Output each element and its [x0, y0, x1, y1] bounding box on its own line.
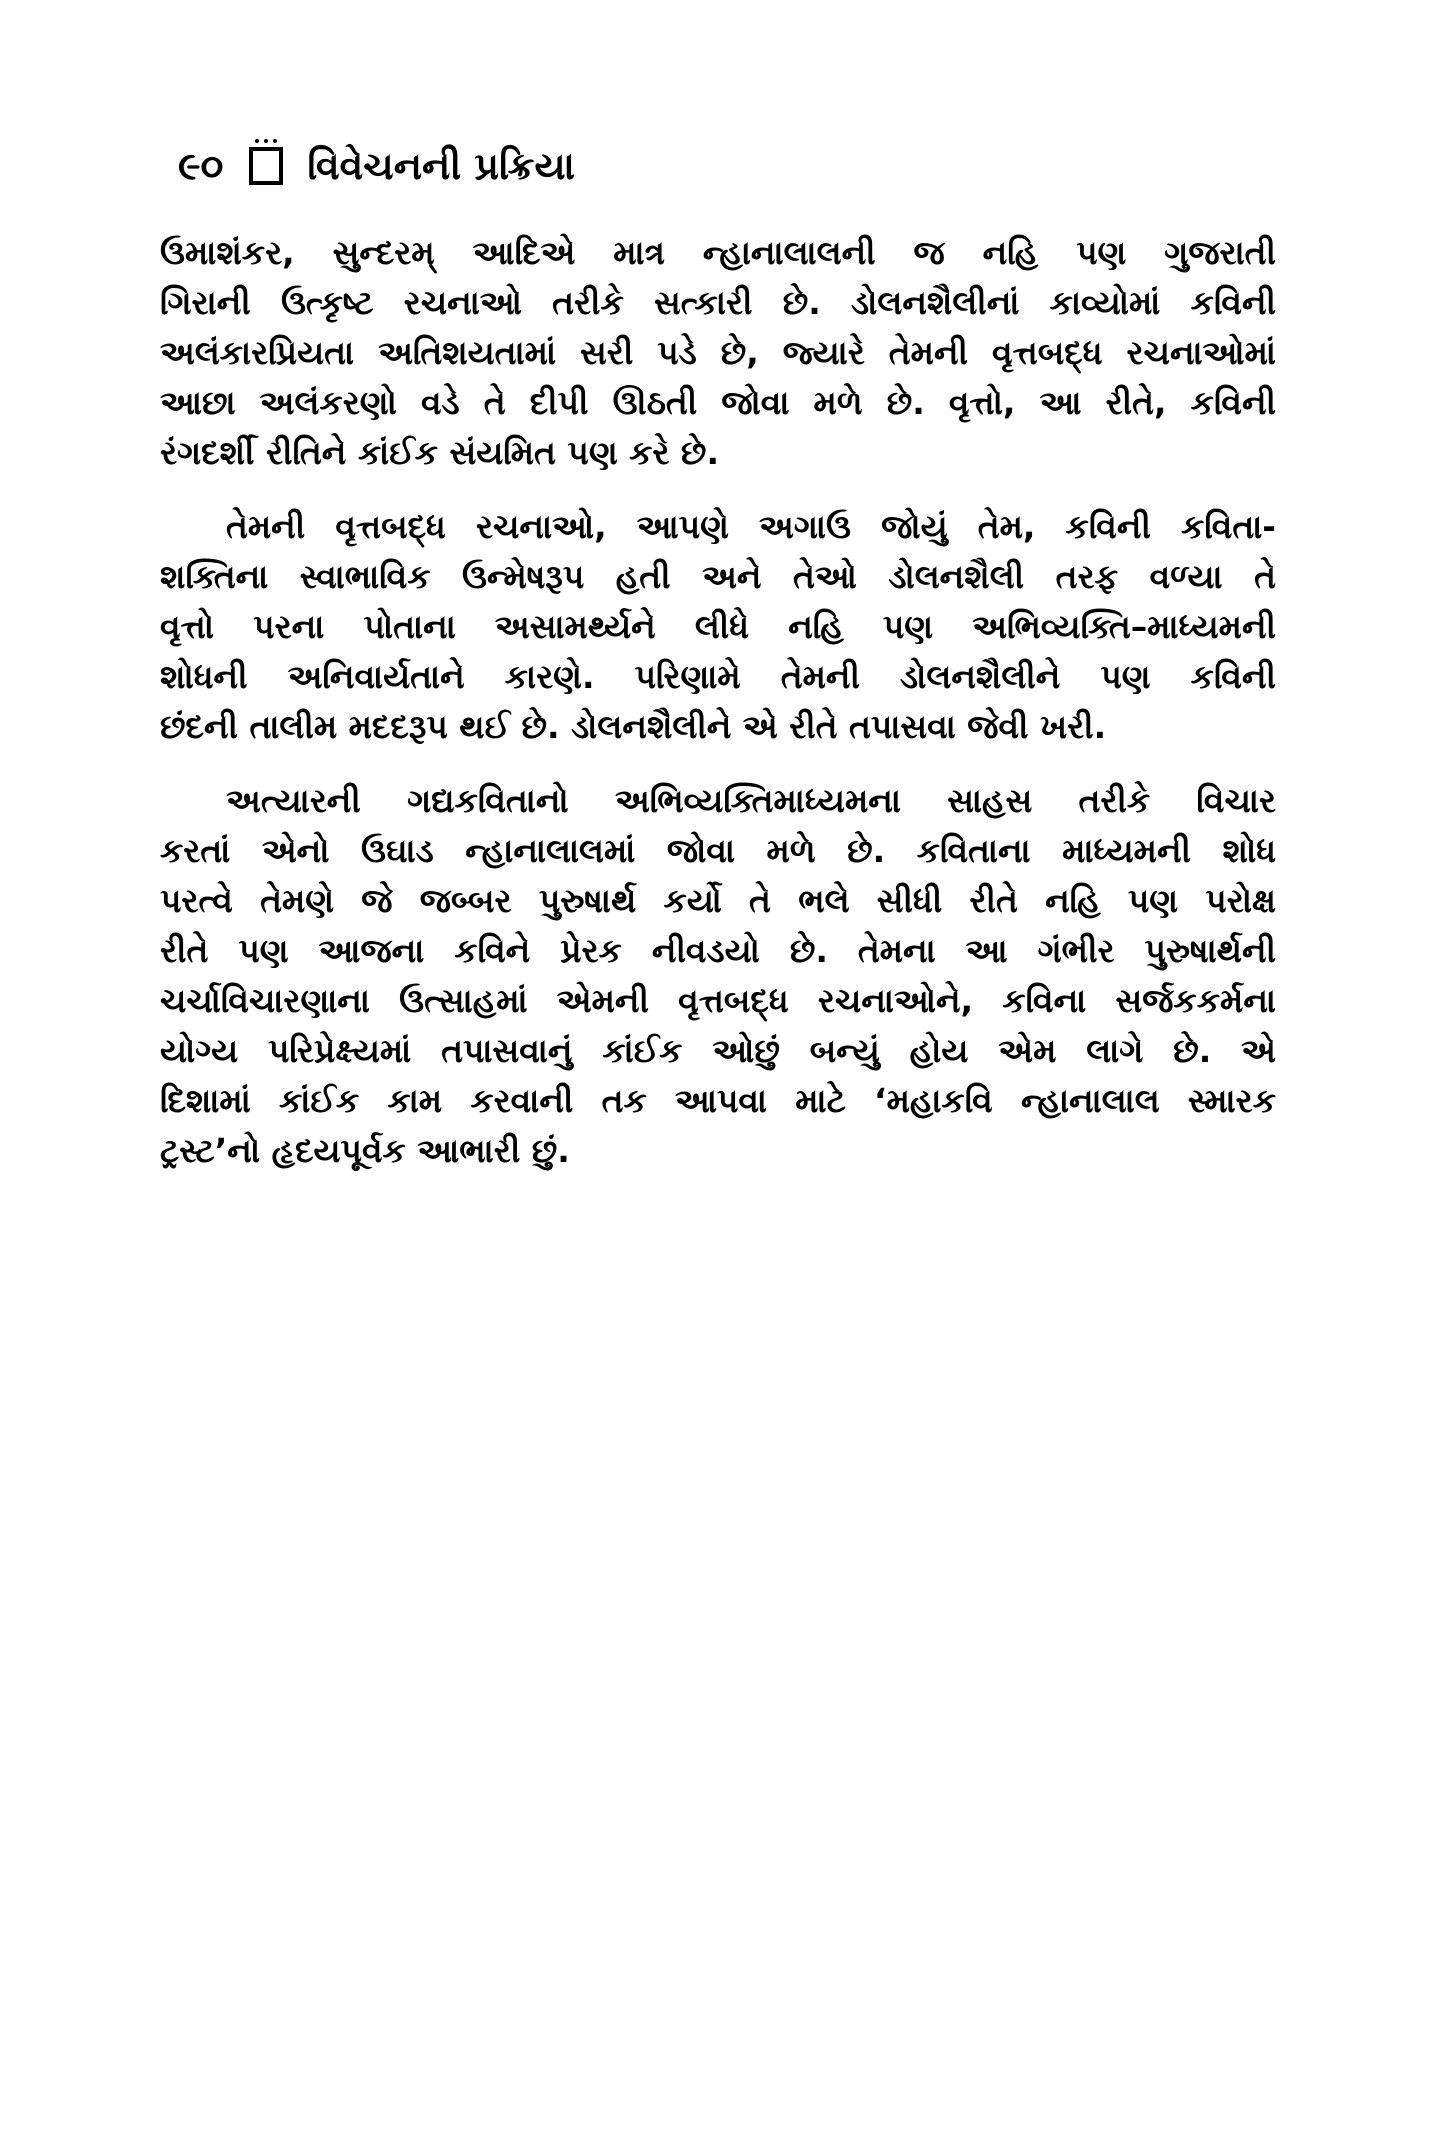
running-header [178, 138, 575, 194]
body-text [160, 228, 1276, 1200]
text-line: કરતાં એનો ઉઘાડ ન્હાનાલાલમાં જોવા મળે છે. કવિતાના માધ્યમની શોધ [160, 831, 1276, 870]
text-line: શક્તિના સ્વાભાવિક ઉન્મેષરૂપ હતી અને તેઓ ડોલનશૈલી તરફ વળ્યા તે [160, 557, 1276, 596]
text-line: દિશામાં કાંઈક કામ કરવાની તક આપવા માટે ‘મહાકવિ ન્હાનાલાલ સ્મારક [160, 1081, 1276, 1120]
text-line: અત્યારની ગદ્યકવિતાનો અભિવ્યક્તિમાધ્યમના સાહસ તરીકે વિચાર [226, 781, 1276, 820]
text-line: યોગ્ય પરિપ્રેક્ષ્યમાં તપાસવાનું કાંઈક ઓછું બન્યું હોય એમ લાગે છે. એ [160, 1031, 1276, 1070]
text-line: શોધની અનિવાર્યતાને કારણે. પરિણામે તેમની ડોલનશૈલીને પણ કવિની [160, 657, 1276, 696]
text-line: આછા અલંકરણો વડે તે દીપી ઊઠતી જોવા મળે છે. વૃત્તો, આ રીતે, કવિની [160, 383, 1276, 422]
paragraph-2 [160, 502, 1276, 752]
text-line: ચર્ચાવિચારણાના ઉત્સાહમાં એમની વૃત્તબદ્ધ રચનાઓને, કવિના સર્જકકર્મના [160, 981, 1276, 1020]
running-title: વિવેચનની પ્રક્રિયા [307, 144, 575, 188]
text-line: ગિરાની ઉત્કૃષ્ટ રચનાઓ તરીકે સત્કારી છે. ડોલનશૈલીનાં કાવ્યોમાં કવિની [160, 283, 1276, 322]
text-line: પરત્વે તેમણે જે જબ્બર પુરુષાર્થ કર્યો તે ભલે સીધી રીતે નહિ પણ પરોક્ષ [160, 881, 1276, 920]
header-box-ornament [249, 147, 283, 185]
text-line: ઉમાશંકર, સુન્દરમ્ આદિએ માત્ર ન્હાનાલાલની જ નહિ પણ ગુજરાતી [160, 233, 1276, 272]
page-number: ૯૦ [178, 144, 224, 188]
text-line: રીતે પણ આજના કવિને પ્રેરક નીવડયો છે. તેમના આ ગંભીર પુરુષાર્થની [160, 931, 1276, 970]
text-line: અલંકારપ્રિયતા અતિશયતામાં સરી પડે છે, જ્યારે તેમની વૃત્તબદ્ધ રચનાઓમાં [160, 333, 1276, 372]
text-line: તેમની વૃત્તબદ્ધ રચનાઓ, આપણે અગાઉ જોયું તેમ, કવિની કવિતા- [226, 507, 1276, 546]
paragraph-3 [160, 776, 1276, 1176]
text-line: છંદની તાલીમ મદદરૂપ થઈ છે. ડોલનશૈલીને એ રીતે તપાસવા જેવી ખરી. [160, 707, 1107, 746]
text-line: વૃત્તો પરના પોતાના અસામર્થ્યને લીધે નહિ પણ અભિવ્યક્તિ–માધ્યમની [160, 607, 1276, 646]
paragraph-1 [160, 228, 1276, 478]
text-line: ટ્રસ્ટ’નો હૃદયપૂર્વક આભારી છું. [160, 1131, 570, 1170]
text-line: રંગદર્શી રીતિને કાંઈક સંયમિત પણ કરે છે. [160, 433, 719, 472]
